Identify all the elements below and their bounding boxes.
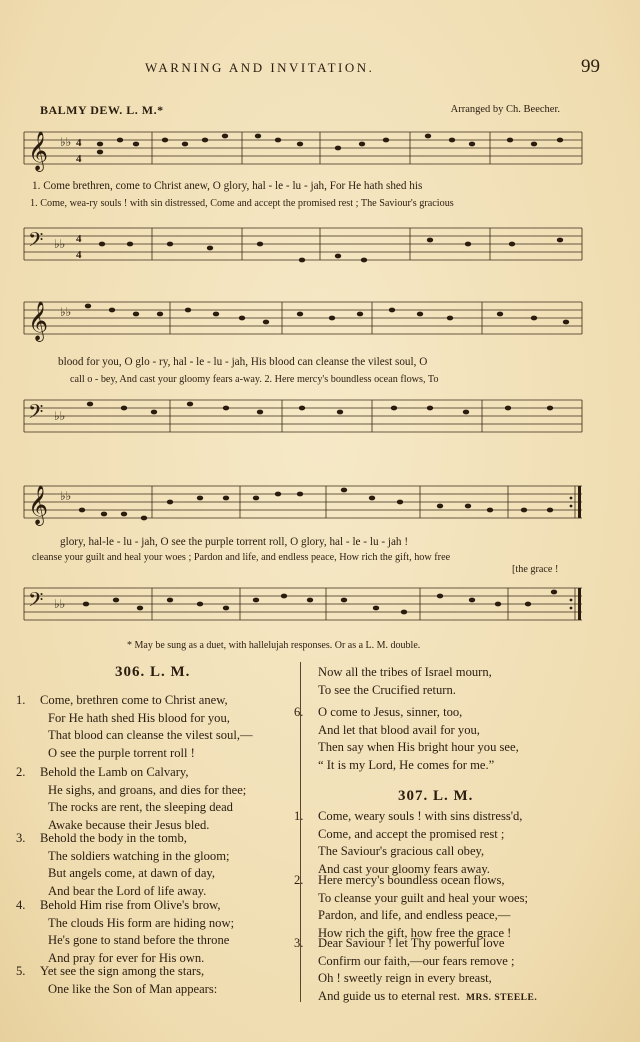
svg-text:♭♭: ♭♭: [60, 305, 72, 319]
svg-text:♭♭: ♭♭: [60, 135, 72, 149]
verse-line: Dear Saviour ! let Thy powerful love: [318, 936, 505, 950]
verse-line: To cleanse your guilt and heal your woes;: [318, 890, 529, 905]
svg-text:𝄞: 𝄞: [28, 485, 49, 525]
verse-line: That blood can cleanse the vilest soul,—: [48, 728, 253, 743]
verse-number: 1.: [294, 809, 304, 823]
bass-staff-3: [20, 572, 585, 634]
hymn-307-verse-2: [294, 872, 529, 942]
lyric-line-system1-verse2: 1. Come, wea-ry souls ! with sin distressed, Come and accept the promised rest ; The Saviour's gracious: [30, 198, 454, 209]
verse-number: 1.: [16, 693, 26, 707]
running-title: WARNING AND INVITATION.: [145, 60, 375, 75]
bass-staff-1: [20, 214, 585, 276]
hymn-307-verse-3: [294, 935, 538, 1007]
svg-text:4: 4: [76, 233, 82, 245]
verse-line: [318, 988, 537, 1008]
hymn-306-verse-2: [16, 764, 247, 834]
verse-number: 2.: [294, 873, 304, 887]
svg-text:𝄢: 𝄢: [28, 400, 44, 428]
lyric-line-system1-verse1: 1. Come brethren, come to Christ anew, O glory, hal - le - lu - jah, For He hath shed his: [32, 180, 423, 192]
lyric-line-system3-verse1: glory, hal-le - lu - jah, O see the purple torrent roll, O glory, hal - le - lu - jah !: [60, 536, 409, 548]
verse-number: 5.: [16, 964, 26, 978]
svg-text:♭♭: ♭♭: [60, 489, 72, 503]
lyric-line-system2-verse2: call o - bey, And cast your gloomy fears a-way. 2. Here mercy's boundless ocean flows, To: [70, 374, 439, 385]
footnote: * May be sung as a duet, with hallelujah responses. Or as a L. M. double.: [127, 640, 421, 651]
verse-number: 6.: [294, 705, 304, 719]
lyric-line-system3-turnover: [the grace !: [512, 564, 559, 575]
verse-line: Behold Him rise from Olive's brow,: [40, 898, 221, 912]
svg-text:♭♭: ♭♭: [54, 237, 66, 251]
treble-staff-3: [20, 474, 585, 534]
verse-line: And let that blood avail for you,: [318, 722, 480, 737]
verse-number: 3.: [16, 831, 26, 845]
verse-line: Pardon, and life, and endless peace,—: [318, 908, 511, 923]
hymn-307-verse-1: [294, 808, 523, 878]
verse-line: But angels come, at dawn of day,: [48, 866, 216, 881]
hymn-306-verse-5: [16, 963, 218, 998]
svg-text:𝄞: 𝄞: [28, 301, 49, 341]
verse-line: The rocks are rent, the sleeping dead: [48, 800, 233, 815]
verse-line: Oh ! sweetly reign in every breast,: [318, 971, 492, 986]
verse-line: The soldiers watching in the gloom;: [48, 848, 230, 863]
verse-line: For He hath shed His blood for you,: [48, 710, 230, 725]
verse-line: He sighs, and groans, and dies for thee;: [48, 782, 247, 797]
verse-line: O see the purple torrent roll !: [48, 745, 195, 760]
verse-line: The clouds His form are hiding now;: [48, 915, 235, 930]
verse-line: Here mercy's boundless ocean flows,: [318, 873, 505, 887]
verse-line: Yet see the sign among the stars,: [40, 964, 205, 978]
lyric-line-system3-verse2: cleanse your guilt and heal your woes ; Pardon and life, and endless peace, How rich the gift, how free: [32, 552, 451, 563]
verse-number: 3.: [294, 936, 304, 950]
hymn-306-verse-4: [16, 897, 235, 967]
verse-line: How rich the gift, how free the grace !: [318, 925, 512, 940]
treble-staff-1: [20, 122, 585, 174]
svg-text:𝄢: 𝄢: [28, 588, 44, 616]
svg-text:♭♭: ♭♭: [54, 597, 66, 611]
verse-line: One like the Son of Man appears:: [48, 981, 218, 996]
treble-staff-2: [20, 286, 585, 346]
hymn-306-verse-3: [16, 830, 230, 900]
verse-number: 4.: [16, 898, 26, 912]
verse-line: Behold the Lamb on Calvary,: [40, 765, 189, 779]
hymn-306-verse-6: [294, 704, 519, 774]
verse-line: Awake because their Jesus bled.: [48, 817, 210, 832]
verse-line: O come to Jesus, sinner, too,: [318, 705, 463, 719]
verse-line: The Saviour's gracious call obey,: [318, 844, 485, 859]
verse-line: Now all the tribes of Israel mourn,: [318, 665, 492, 679]
tune-title: BALMY DEW. L. M.*: [40, 103, 164, 117]
hymn-307-heading: 307. L. M.: [398, 788, 474, 804]
running-head: [0, 56, 640, 80]
svg-text:𝄞: 𝄞: [28, 131, 49, 171]
verse-line: Come, brethren come to Christ anew,: [40, 693, 228, 707]
hymn-306-heading: 306. L. M.: [115, 664, 191, 680]
svg-text:4: 4: [76, 153, 82, 165]
svg-text:4: 4: [76, 249, 82, 261]
verse-line: And pray for ever for His own.: [48, 950, 205, 965]
verse-line: To see the Crucified return.: [318, 682, 456, 697]
verse-line: Then say when His bright hour you see,: [318, 740, 519, 755]
page-number: 99: [581, 56, 600, 77]
svg-text:𝄢: 𝄢: [28, 228, 44, 256]
svg-text:4: 4: [76, 137, 82, 149]
hymn-306-verse-1: [16, 692, 253, 762]
verse-line: Come, weary souls ! with sins distress'd,: [318, 809, 523, 823]
verse-line: And cast your gloomy fears away.: [318, 861, 490, 876]
svg-text:♭♭: ♭♭: [54, 409, 66, 423]
hymn-306-verse-5-continued: [318, 664, 492, 699]
lyric-line-system2-verse1: blood for you, O glo - ry, hal - le - lu - jah, His blood can cleanse the vilest soul, O: [58, 356, 428, 368]
arranger-credit: Arranged by Ch. Beecher.: [450, 104, 560, 115]
verse-line: And bear the Lord of life away.: [48, 883, 207, 898]
verse-line: Come, and accept the promised rest ;: [318, 826, 505, 841]
verse-line: Behold the body in the tomb,: [40, 831, 187, 845]
verse-line: He's gone to stand before the throne: [48, 933, 230, 948]
verse-line: “ It is my Lord, He comes for me.”: [318, 757, 495, 772]
verse-number: 2.: [16, 765, 26, 779]
verse-line: Confirm our faith,—our fears remove ;: [318, 953, 515, 968]
author-credit: MRS. STEELE.: [466, 992, 538, 1003]
bass-staff-2: [20, 384, 585, 446]
verse-line-text: And guide us to eternal rest.: [318, 988, 460, 1003]
